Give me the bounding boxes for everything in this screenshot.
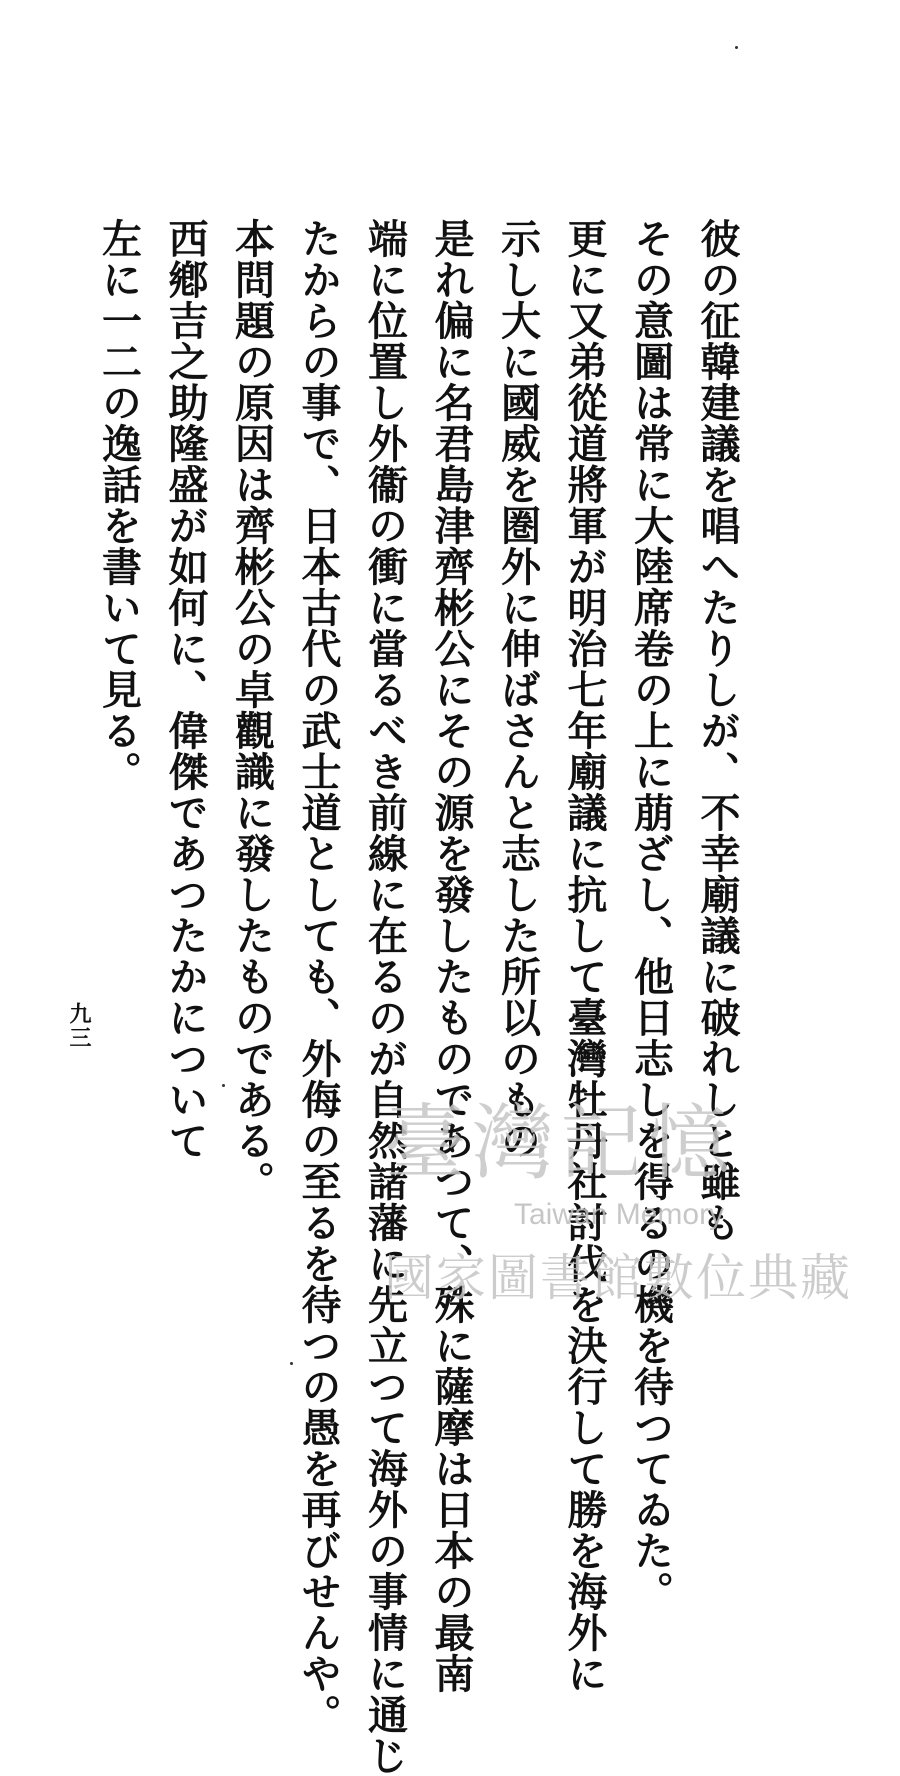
watermark-library: 國家圖書館數位典藏 xyxy=(384,1249,852,1307)
text-line-4: 示し大に國威を圏外に伸ばさんと志した所以のもの xyxy=(494,218,542,1161)
text-line-2: その意圖は常に大陸席卷の上に萠ざし、他日志しを得るの機を待つてゐた。 xyxy=(627,218,675,1612)
text-line-1: 彼の征韓建議を唱へたりしが、不幸廟議に破れしと雖も xyxy=(694,218,741,1243)
text-line-9: 西鄕吉之助隆盛が如何に、偉傑であつたかについて xyxy=(162,218,209,1161)
page-number: 九三 xyxy=(66,1002,92,1050)
text-line-10: 左に一二の逸話を書いて見る。 xyxy=(95,218,143,792)
text-line-6: 端に位置し外衞の衝に當るべき前線に在るのが自然諸藩に先立つて海外の事情に通じ xyxy=(361,218,409,1776)
text-line-3: 更に又弟從道將軍が明治七年廟議に抗して臺灣牡丹社討伐を決行して勝を海外に xyxy=(561,218,608,1694)
text-line-7: たからの事で、日本古代の武士道としても、外侮の至るを待つの愚を再びせんや。 xyxy=(295,218,342,1735)
watermark-title: 臺灣記憶 xyxy=(384,1096,737,1191)
scan-speck xyxy=(222,1084,225,1087)
text-line-5: 是れ偏に名君島津齊彬公にその源を發したものであつて、殊に薩摩は日本の最南 xyxy=(428,218,475,1694)
text-line-8: 本問題の原因は齊彬公の卓觀識に發したものである。 xyxy=(228,218,276,1202)
scan-speck xyxy=(735,46,738,49)
scan-speck xyxy=(290,1362,293,1365)
watermark-logo xyxy=(384,1078,854,1308)
watermark-subtitle: Taiwan Memory xyxy=(514,1198,725,1231)
